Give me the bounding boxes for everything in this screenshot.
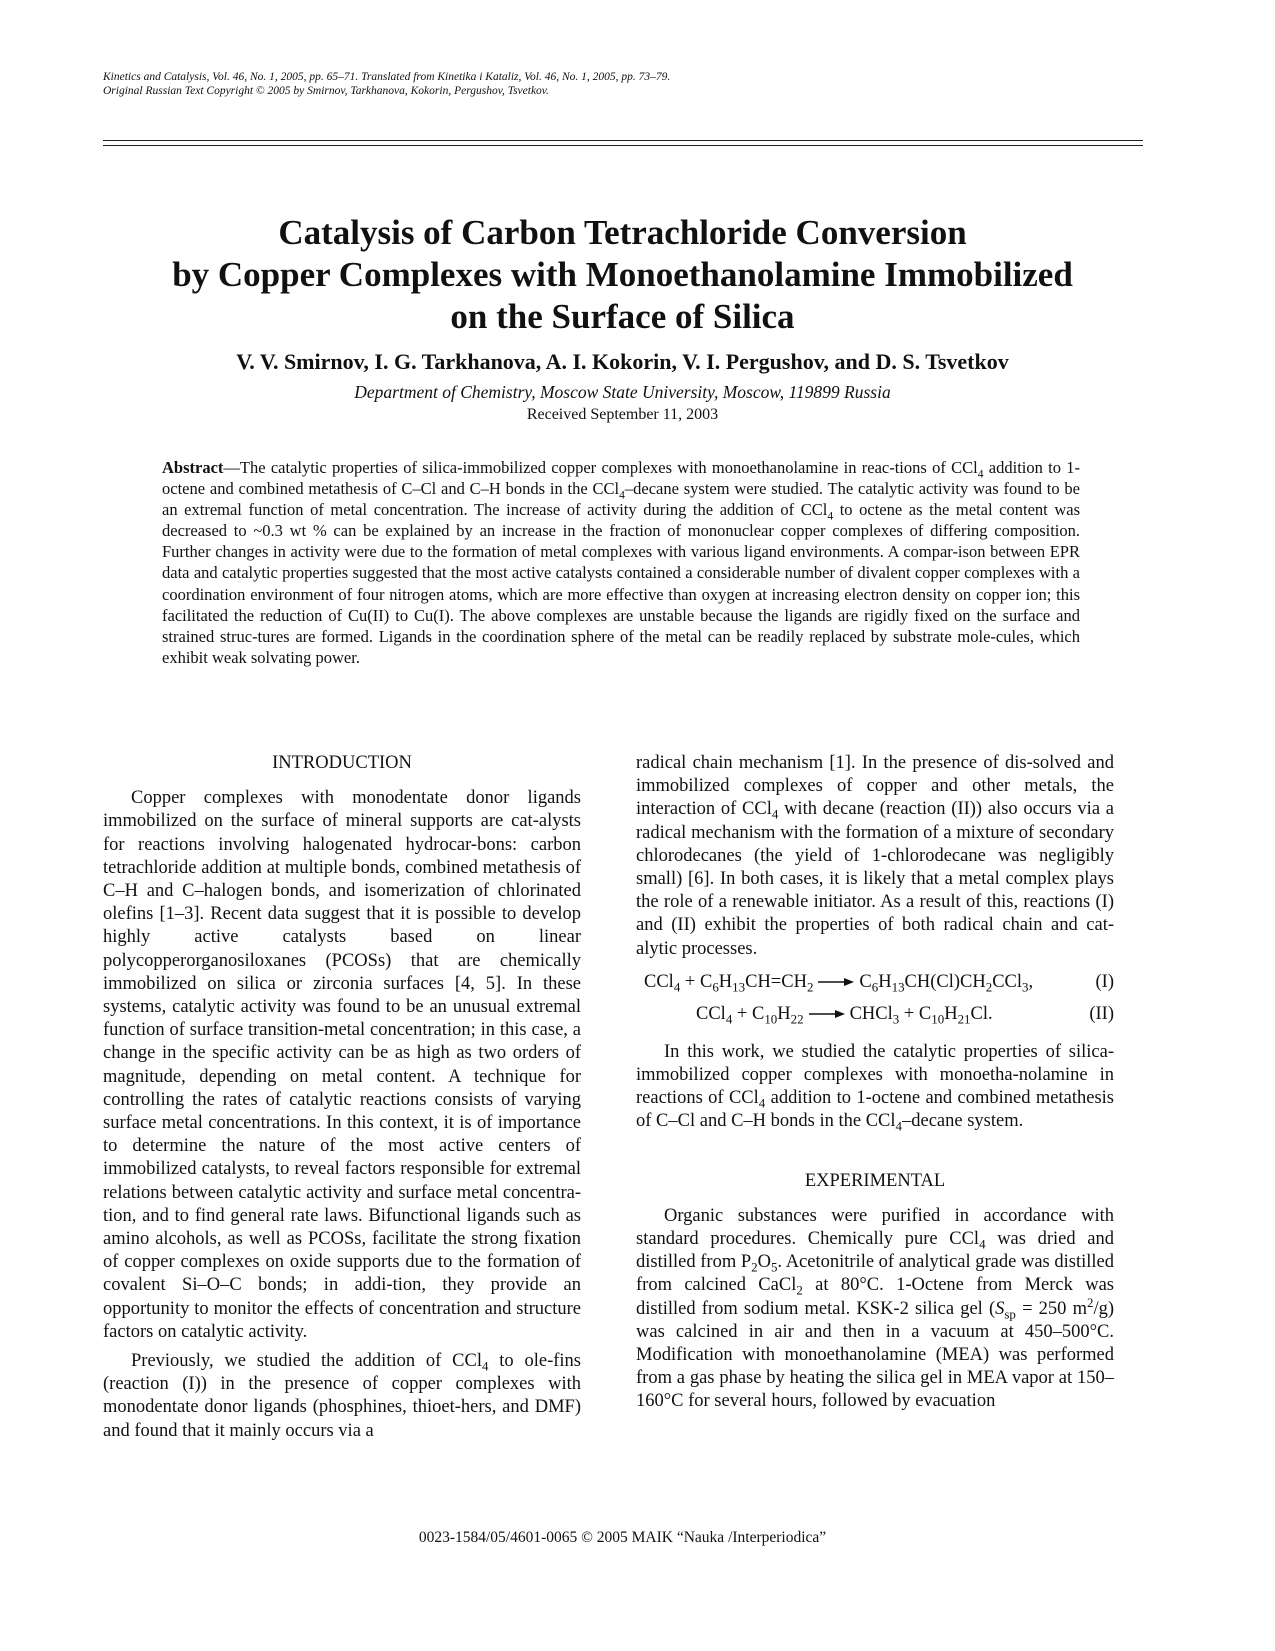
equation-body: $CCl_4 + C_6H_{13}CH=CH_2$ $C_6H_{13}CH(Cl)CH_2CCl_3$, <box>644 971 1034 995</box>
text-run: addition to 1-octene and combined metathesis of C–Cl and C–H bonds in the CCl <box>636 1088 1114 1132</box>
reaction-arrow-icon <box>809 1003 845 1026</box>
abstract-text: to octene as the metal content was decreased to ~0.3 wt % can be explained by an increase in the fraction of mononuclear copper complexes of differing composition. Further changes in activity were due to the formation of metal complexes with various ligand environments. A compar-ison between EPR data and catalytic properties suggested that the most active catalysts contained a considerable number of divalent copper complexes with a coordination environment of four nitrogen atoms, which are more effective than oxygen at increasing electron density on copper ion; this facilitated the reduction of Cu(II) to Cu(I). The above complexes are unstable because the ligands are rigidly fixed on the surface and strained struc-tures are formed. Ligands in the coordination sphere of the metal can be readily replaced by substrate mole-cules, which exhibit weak solvating power. <box>162 500 1081 667</box>
subscript: 4 <box>895 1119 902 1135</box>
paragraph <box>636 1041 1114 1134</box>
equation-number: (I) <box>1095 971 1114 992</box>
title-line-3: on the Surface of Silica <box>450 297 795 336</box>
subscript: 4 <box>827 510 834 523</box>
header-rule-top <box>103 140 1143 141</box>
abstract-text: –decane system were studied. The catalytic activity was found to be an extremal function of metal concentration. The increase of activity during the addition of CCl <box>162 479 1080 520</box>
subscript: 4 <box>481 1358 489 1374</box>
subscript: 4 <box>758 1095 766 1111</box>
equation-2 <box>636 1003 1114 1031</box>
equation-number: (II) <box>1089 1003 1114 1024</box>
text-run: with decane (reaction (II)) also occurs via a radical mechanism with the formation of a mixture of secondary chlorodecanes (the yield of 1-chlorodecane was negligibly small) [6]. In both cases, it is likely that a metal complex plays the role of a renewable initiator. As a result of this, reactions (I) and (II) exhibit the properties of both radical chain and cat-alytic processes. <box>636 799 1114 959</box>
subscript: 4 <box>979 1236 986 1252</box>
text-run: S <box>995 1298 1005 1319</box>
reaction-arrow-icon <box>818 971 854 994</box>
subscript: 4 <box>977 468 984 481</box>
paragraph: Copper complexes with monodentate donor ligands immobilized on the surface of mineral supports are cat-alysts for reactions involving halogenated hydrocar-bons: carbon tetrachloride addition at multiple bonds, combined metathesis of C–H and C–halogen bonds, and isomerization of chlorinated olefins [1–3]. Recent data suggest that it is possible to develop highly active catalysts based on linear polycopperorganosiloxanes (PCOSs) that are chemically immobilized on silica or zirconia surfaces [4, 5]. In these systems, catalytic activity was found to be an unusual extremal function of surface transition-metal concentration; in this case, a change in the specific activity can be as high as two orders of magnitude, depending on metal content. A technique for controlling the rates of catalytic reactions consists of varying surface metal concentrations. In this context, it is of importance to determine the nature of the most active centers of immobilized catalysts, to reveal factors responsible for extremal relations between catalytic activity and surface metal concentra-tion, and to find general rate laws. Bifunctional ligands such as amino alcohols, as well as PCOSs, facilitate the strong fixation of copper complexes on oxide supports due to the formation of covalent Si–O–C bonds; in addi-tion, they provide an opportunity to monitor the effects of concentration and structure factors on catalytic activity. <box>103 788 581 1342</box>
subscript: 5 <box>770 1259 778 1275</box>
author-list: V. V. Smirnov, I. G. Tarkhanova, A. I. Kokorin, V. I. Pergushov, and D. S. Tsvetkov <box>236 349 1009 374</box>
left-column <box>103 752 581 1443</box>
title-line-2: by Copper Complexes with Monoethanolamine Immobilized <box>172 255 1073 294</box>
subscript: 4 <box>619 489 625 502</box>
subscript: 2 <box>751 1259 758 1275</box>
header-line-2: Original Russian Text Copyright © 2005 by Smirnov, Tarkhanova, Kokorin, Pergushov, Tsvetkov. <box>103 85 549 97</box>
section-heading-introduction: INTRODUCTION <box>272 753 412 773</box>
paragraph <box>636 752 1114 961</box>
header-rule-bottom <box>103 145 1143 146</box>
text-run: O <box>757 1252 771 1273</box>
title-line-1: Catalysis of Carbon Tetrachloride Conversion <box>278 213 967 252</box>
subscript: 2 <box>796 1283 803 1299</box>
abstract-label: Abstract <box>162 458 224 477</box>
equation-body: $CCl_4 + C_{10}H_{22}$ CHCl$_3$ + $C_{10}H_{21}Cl$. <box>696 1003 993 1027</box>
text-run: to ole-fins (reaction (I)) in the presence of copper complexes with monodentate donor ligands (phosphines, thioet-hers, and DMF) and found that it mainly occurs via a <box>103 1351 581 1441</box>
text-run: at 80°C. 1-Octene from Merck was distilled from sodium metal. KSK-2 silica gel ( <box>636 1275 1114 1319</box>
text-run: . Acetonitrile of analytical grade was distilled from calcined CaCl <box>636 1252 1114 1296</box>
paper-title <box>100 212 1145 338</box>
text-run: –decane system. <box>902 1111 1024 1132</box>
subscript: 4 <box>771 807 779 823</box>
text-run: In this work, we studied the catalytic properties of silica-immobilized copper complexes with monoetha-nolamine in reactions of CCl <box>636 1041 1114 1109</box>
paragraph <box>103 1350 581 1443</box>
text-run: radical chain mechanism [1]. In the presence of dis-solved and immobilized complexes of copper and other metals, the interaction of CCl <box>636 753 1114 820</box>
text-run: = 250 m <box>1015 1298 1087 1319</box>
journal-header <box>103 70 1143 98</box>
superscript: 2 <box>1086 1294 1094 1310</box>
subscript: sp <box>1004 1306 1016 1322</box>
abstract-text: —The catalytic properties of silica-immobilized copper complexes with monoethanolamine in reac-tions of CCl <box>223 458 978 477</box>
text-run: was dried and distilled from P <box>636 1229 1114 1273</box>
equation-1 <box>636 971 1114 999</box>
section-heading-experimental: EXPERIMENTAL <box>804 1170 946 1191</box>
received-date: Received September 11, 2003 <box>526 406 719 423</box>
header-line-1: Kinetics and Catalysis, Vol. 46, No. 1, 2005, pp. 65–71. Translated from Kinetika i Kataliz, Vol. 46, No. 1, 2005, pp. 73–79. <box>103 71 671 83</box>
copyright-footer: 0023-1584/05/4601-0065 © 2005 MAIK “Nauka /Interperiodica” <box>418 1529 827 1546</box>
abstract-text: addition to 1-octene and combined metathesis of C–Cl and C–H bonds in the CCl <box>162 458 1080 499</box>
text-run: /g) was calcined in air and then in a vacuum at 450–500°C. Modification with monoethanolamine (MEA) was performed from a gas phase by heating the silica gel in MEA vapor at 150–160°C for several hours, followed by evacuation <box>636 1298 1114 1412</box>
affiliation: Department of Chemistry, Moscow State University, Moscow, 119899 Russia <box>354 382 891 402</box>
text-run: Organic substances were purified in accordance with standard procedures. Chemically pure CCl <box>636 1205 1114 1250</box>
text-run: Previously, we studied the addition of CCl <box>131 1351 482 1372</box>
paragraph <box>636 1205 1114 1414</box>
abstract <box>162 457 1080 668</box>
right-column <box>636 752 1114 1414</box>
